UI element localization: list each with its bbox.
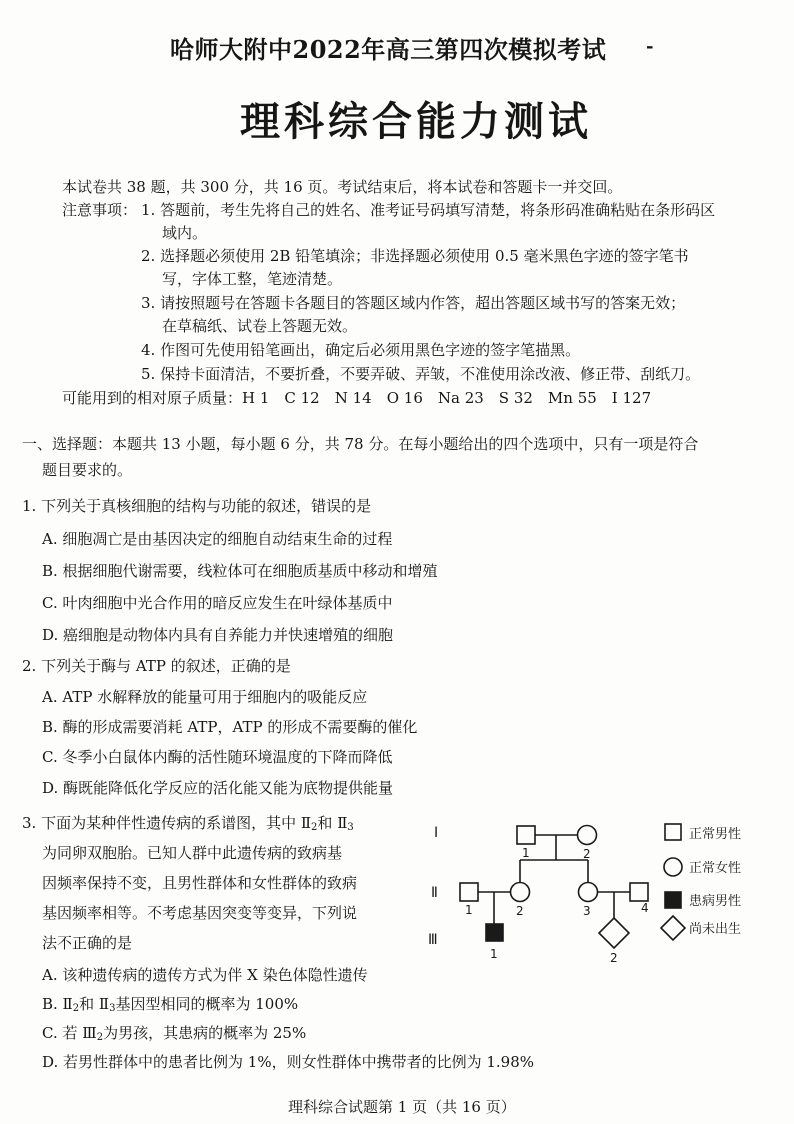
- exam-subtitle: 哈师大附中2022年高三第四次模拟考试: [170, 35, 607, 64]
- q1-option-d: D. 癌细胞是动物体内具有自养能力并快速增殖的细胞: [42, 626, 394, 644]
- svg-text:2: 2: [516, 904, 524, 918]
- q1-stem: 1. 下列关于真核细胞的结构与功能的叙述，错误的是: [22, 497, 372, 515]
- notice-2: 2. 选择题必须使用 2B 铅笔填涂；非选择题必须使用 0.5 毫米黑色字迹的签字笔书: [141, 247, 689, 265]
- pedigree-ii4-male: [630, 883, 648, 901]
- pedigree-iii1-affected-male: [486, 924, 503, 941]
- pedigree-ii2-female: [511, 883, 530, 902]
- q2-option-c: C. 冬季小白鼠体内酶的活性随环境温度的下降而降低: [42, 748, 393, 766]
- notice-label: 注意事项：: [62, 201, 138, 219]
- q2-option-d: D. 酶既能降低化学反应的活化能又能为底物提供能量: [42, 779, 394, 797]
- q1-option-b: B. 根据细胞代谢需要，线粒体可在细胞质基质中移动和增殖: [42, 562, 438, 580]
- q3-stem-4: 基因频率相等。不考虑基因突变等变异，下列说: [42, 904, 358, 922]
- intro-line: 本试卷共 38 题，共 300 分，共 16 页。考试结束后，将本试卷和答题卡一并交回。: [62, 178, 623, 196]
- atomic-masses: 可能用到的相对原子质量：H 1 C 12 N 14 O 16 Na 23 S 32 Mn 55 I 127: [62, 389, 652, 407]
- scan-mark: -: [646, 36, 654, 57]
- q2-stem: 2. 下列关于酶与 ATP 的叙述，正确的是: [22, 657, 291, 675]
- pedigree-diagram: [418, 812, 788, 964]
- notice-3-cont: 在草稿纸、试卷上答题无效。: [162, 317, 358, 335]
- svg-text:2: 2: [583, 847, 591, 861]
- pedigree-i2-female: [578, 826, 597, 845]
- q2-option-a: A. ATP 水解释放的能量可用于细胞内的吸能反应: [42, 688, 368, 706]
- notice-1: 1. 答题前，考生先将自己的姓名、准考证号码填写清楚，将条形码准确粘贴在条形码区: [141, 201, 716, 219]
- svg-text:2: 2: [610, 951, 618, 964]
- legend-unborn-icon: [661, 916, 685, 940]
- gen-label-ii: Ⅱ: [431, 885, 438, 901]
- section-heading-cont: 题目要求的。: [42, 461, 133, 479]
- notice-1-cont: 域内。: [162, 224, 208, 242]
- svg-text:1: 1: [490, 947, 498, 961]
- q3-option-d: D. 若男性群体中的患者比例为 1%，则女性群体中携带者的比例为 1.98%: [42, 1053, 535, 1071]
- pedigree-ii1-male: [460, 883, 478, 901]
- q1-option-c: C. 叶肉细胞中光合作用的暗反应发生在叶绿体基质中: [42, 594, 393, 612]
- legend-unborn: 尚未出生: [689, 922, 742, 937]
- q3-stem-2: 为同卵双胞胎。已知人群中此遗传病的致病基: [42, 844, 343, 862]
- pedigree-iii2-unborn: [599, 918, 629, 948]
- legend-normal-female: 正常女性: [689, 861, 742, 876]
- notice-2-cont: 写，字体工整，笔迹清楚。: [162, 270, 343, 288]
- q1-option-a: A. 细胞凋亡是由基因决定的细胞自动结束生命的过程: [42, 530, 393, 548]
- svg-text:4: 4: [641, 901, 649, 915]
- legend-normal-male-icon: [665, 824, 681, 840]
- legend-normal-male: 正常男性: [689, 827, 742, 842]
- pedigree-i1-male: [517, 826, 535, 844]
- page-footer: 理科综合试题第 1 页（共 16 页）: [288, 1098, 516, 1116]
- notice-3: 3. 请按照题号在答题卡各题目的答题区域内作答，超出答题区域书写的答案无效；: [141, 294, 686, 312]
- q3-stem-5: 法不正确的是: [42, 934, 133, 952]
- q3-option-b: B. $Ⅱ_2$和 $Ⅱ_3$基因型相同的概率为 100%: [42, 995, 299, 1014]
- notice-4: 4. 作图可先使用铅笔画出，确定后必须用黑色字迹的签字笔描黑。: [141, 341, 581, 359]
- gen-label-iii: Ⅲ: [428, 932, 438, 948]
- svg-text:3: 3: [583, 904, 591, 918]
- q3-stem-3: 因频率保持不变，且男性群体和女性群体的致病: [42, 874, 358, 892]
- notice-5: 5. 保持卡面清洁，不要折叠，不要弄破、弄皱，不准使用涂改液、修正带、刮纸刀。: [141, 365, 701, 383]
- q3-option-c: C. 若 $Ⅲ_2$为男孩，其患病的概率为 25%: [42, 1024, 307, 1043]
- q2-option-b: B. 酶的形成需要消耗 ATP，ATP 的形成不需要酶的催化: [42, 718, 418, 736]
- legend-affected-male-icon: [665, 892, 681, 908]
- q3-stem-1: 3. 下面为某种伴性遗传病的系谱图，其中 $Ⅱ_2$和 $Ⅱ_3$: [22, 814, 354, 833]
- q3-option-a: A. 该种遗传病的遗传方式为伴 X 染色体隐性遗传: [42, 966, 368, 984]
- pedigree-ii3-female: [579, 883, 598, 902]
- legend-normal-female-icon: [664, 858, 682, 876]
- section-heading: 一、选择题：本题共 13 小题，每小题 6 分，共 78 分。在每小题给出的四个选项中，只有一项是符合: [22, 435, 699, 453]
- svg-text:1: 1: [465, 903, 473, 917]
- legend-affected-male: 患病男性: [689, 894, 742, 909]
- gen-label-i: Ⅰ: [434, 825, 439, 841]
- svg-text:1: 1: [522, 846, 530, 860]
- exam-title: 理科综合能力测试: [240, 98, 592, 145]
